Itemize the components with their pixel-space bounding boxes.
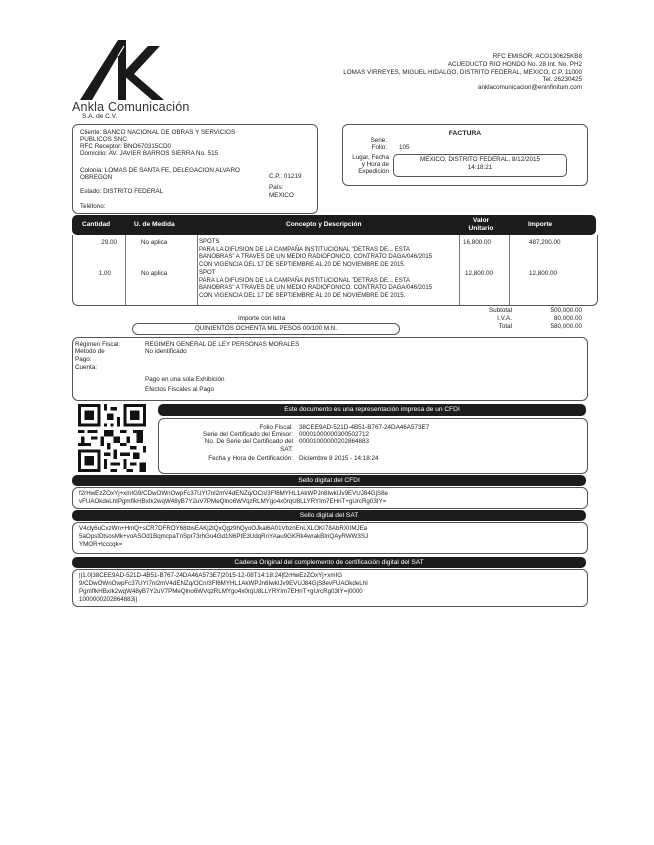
cert-date: Diciembre 8 2015 - 14:18:24 — [299, 455, 379, 462]
client-country-label: País: — [269, 184, 284, 191]
fiscal-folio: 38CEE9AD-521D-4B51-B767-24DA46A573E7 — [299, 424, 430, 431]
sat-cert: 00001000000202864883 — [299, 438, 370, 445]
tax-regime-box — [72, 337, 588, 401]
subtotal-label: Subtotal — [488, 307, 512, 314]
lugar-label-2: y Hora de — [361, 161, 389, 168]
col-divider — [459, 235, 460, 305]
cert-date-label: Fecha y Hora de Certificación: — [208, 455, 293, 462]
row1-unitario: 16,800.00 — [463, 239, 492, 246]
col-divider — [197, 235, 198, 305]
cfdi-seal-title: Sello digital del CFDI — [72, 475, 586, 486]
col-unidad: U. de Medida — [134, 221, 175, 228]
company-logo — [78, 36, 178, 102]
row2-importe: 12,800.00 — [529, 270, 558, 277]
total-value: 580,000.00 — [550, 323, 582, 330]
issuer-street: ACUEDUCTO RIO HONDO No. 28 Int. No. PH2 — [447, 60, 582, 68]
issue-place-date — [393, 154, 567, 177]
lugar-label-3: Expedición — [358, 168, 389, 175]
issuer-cert-label: Serie del Certificado del Emisor: — [203, 431, 293, 438]
row1-unidad: No aplica — [141, 239, 168, 246]
cfdi-seal-line: f2rHwEzZOxYj+xmIG9/CDwOWnOwpFc37UYt7nl2mV4dENZq/OCn/3Ff6MYHL1AkWPJn8IwkIJv9EVUJ84GjS8e — [79, 490, 388, 497]
folio-label: Folio: — [371, 144, 387, 151]
client-cp: C.P.: 01219 — [269, 173, 302, 180]
account-label: Cuenta: — [75, 364, 98, 371]
iva-label: I.V.A. — [497, 315, 512, 322]
original-chain-line: 1000000202864883|| — [79, 596, 138, 603]
sat-seal-box — [72, 522, 588, 554]
fiscal-folio-label: Folio Fiscal: — [259, 424, 293, 431]
serie-label: Serie: — [370, 137, 387, 144]
original-chain-line: PgmfIkHBxIk2wqW48yB7Y2uV7PMeQlno6WVqzRLMYgo4x0rqU8LLYRYIm7EHnT+gUrcRg03IY=|0000 — [79, 588, 363, 595]
col-cantidad: Cantidad — [82, 221, 111, 228]
client-colonia: Colonia: LOMAS DE SANTA FE, DELEGACION ALVARO — [80, 167, 240, 174]
total-label: Total — [498, 323, 512, 330]
lugar-label-1: Lugar, Fecha — [352, 154, 389, 161]
original-chain-line: 9/CDwOWnOwpFc37UYt7nl2mV4dENZq/OCn/3Ff6MYHL1AkWPJn8IwkIJv9EVUJ84GjS8evFUAOkdeLhI — [79, 580, 368, 587]
row1-concepto: SPOTS PARA LA DIFUSION DE LA CAMPAÑA INSTITUCIONAL "DETRAS DE... ESTA BANOBRAS" A TRAVES DE UN MEDIO RADIOFONICO. CONTRATO DAGA/046/2015 CON VIGENCIA DEL 17 DE SEPTIEMBRE AL 20 DE NOVIEMBRE DE 2015. — [199, 239, 433, 268]
regime-label: Régimen Fiscal: — [75, 341, 121, 348]
items-table — [72, 235, 598, 306]
fiscal-effects: Efectos Fiscales al Pago — [145, 386, 214, 393]
sat-seal-line: 5aOpsIDtsosMk+voASOd1BqmcpaTnSpr73rhGu4Gd1N6PIE3UdqRnYAau9GKRk4wrakBIriQAyRWW3SJ — [79, 533, 369, 540]
row2-unidad: No aplica — [141, 270, 168, 277]
amount-words: QUINIENTOS OCHENTA MIL PESOS 00/100 M.N. — [132, 323, 400, 335]
issuer-cert: 00001000000300502712 — [299, 431, 370, 438]
cfdi-seal-box — [72, 487, 588, 509]
cfdi-seal-line: vFUAOkdeLhIPgmfIkHBxIk2wqW48yB7Y2uV7PMeQlno6WVqzRLMYgo4x0rqU8LLYRYIm7EHnT+gUrcRg03IY= — [79, 498, 387, 505]
iva-value: 80,000.00 — [553, 315, 582, 322]
row1-importe: 487,200.00 — [529, 239, 561, 246]
issue-time: 14:18:21 — [467, 164, 493, 171]
payment-method-label: Método de — [75, 348, 105, 355]
client-box — [72, 124, 318, 214]
client-phone: Teléfono: — [80, 203, 106, 210]
company-name: Ankla Comunicación — [72, 100, 190, 114]
client-rfc: RFC Receptor: BNO670315CD0 — [80, 143, 171, 150]
invoice-title: FACTURA — [448, 130, 482, 137]
issuer-email: anklacomunicacion@eninfinitum.com — [477, 84, 582, 92]
row1-cantidad: 29.00 — [101, 239, 117, 246]
issue-place: MEXICO, DISTRITO FEDERAL, 8/12/2015 — [420, 156, 540, 163]
client-address: Domicilio: AV. JAVIER BARROS SIERRA No. 515 — [80, 150, 219, 157]
row2-cantidad: 1.00 — [98, 270, 111, 277]
items-header — [72, 215, 596, 235]
client-name-cont: PUBLICOS SNC — [80, 136, 127, 143]
regime-value: REGIMEN GENERAL DE LEY PERSONAS MORALES — [145, 341, 300, 348]
cfdi-banner: Este documento es una representación impresa de un CFDI — [158, 404, 586, 416]
col-unitario: Valor Unitario — [468, 217, 494, 232]
payment-label: Pago: — [75, 356, 92, 363]
client-name: Cliente: BANCO NACIONAL DE OBRAS Y SERVICIOS — [80, 129, 236, 136]
sat-seal-line: YMOR+tcccqk= — [79, 541, 123, 548]
amount-words-label: Importe con letra — [238, 315, 286, 322]
sat-seal-line: V4cly6uCxzWn+HmQ+sCR7DFROY68tbsEAKj2tQxQgz9hQyoOJkal6A01VbznEnLXLOKI78AbRXIIMJEa — [79, 525, 368, 532]
original-chain-title: Cadena Original del complemento de certificación digital del SAT — [72, 557, 586, 568]
subtotal-value: 500,000.00 — [550, 307, 582, 314]
payment-method-value: No identificado — [145, 348, 187, 355]
row2-unitario: 12,800.00 — [465, 270, 494, 277]
client-state: Estado: DISTRITO FEDERAL — [80, 188, 164, 195]
invoice-box — [342, 124, 588, 186]
original-chain-line: ||1.0|38CEE9AD-521D-4B51-B767-24DA46A573E7|2015-12-08T14:18:24|f2rHwEzZOxYj+xmIG — [79, 572, 343, 579]
sat-cert-label: No. De Serie del Certificado del — [204, 438, 293, 445]
sat-seal-title: Sello digital del SAT — [72, 510, 586, 521]
issuer-address: LOMAS VIRREYES, MIGUEL HIDALGO, DISTRITO FEDERAL, MEXICO, C.P. 11000 — [343, 68, 582, 76]
issuer-info — [343, 53, 582, 92]
payment-form: Pago en una sola Exhibición — [145, 376, 225, 383]
folio-value: 105 — [399, 144, 410, 151]
issuer-rfc: RFC EMISOR: ACO130625KB8 — [492, 53, 582, 60]
qr-code — [78, 404, 146, 472]
sat-cert-label-cont: SAT: — [280, 446, 293, 453]
client-colonia-cont: OBREGON — [80, 174, 113, 181]
col-divider — [509, 235, 510, 305]
col-importe: Importe — [528, 221, 553, 228]
issuer-phone: Tel. 26230425 — [542, 76, 582, 84]
client-country: MEXICO — [269, 192, 294, 199]
original-chain-box — [72, 569, 588, 607]
certification-box — [158, 418, 588, 474]
company-suffix: S.A. de C.V. — [82, 113, 118, 120]
col-concepto: Concepto y Descripción — [286, 221, 362, 228]
col-divider — [125, 235, 126, 305]
row2-concepto: SPOT PARA LA DIFUSION DE LA CAMPAÑA INSTITUCIONAL "DETRAS DE... ESTA BANOBRAS" A TRAVES DE UN MEDIO RADIOFONICO. CONTRATO DAGA/046/2015 CON VIGENCIA DEL 17 DE SEPTIEMBRE AL 20 DE NOVIEMBRE DE 2015. — [199, 270, 433, 299]
